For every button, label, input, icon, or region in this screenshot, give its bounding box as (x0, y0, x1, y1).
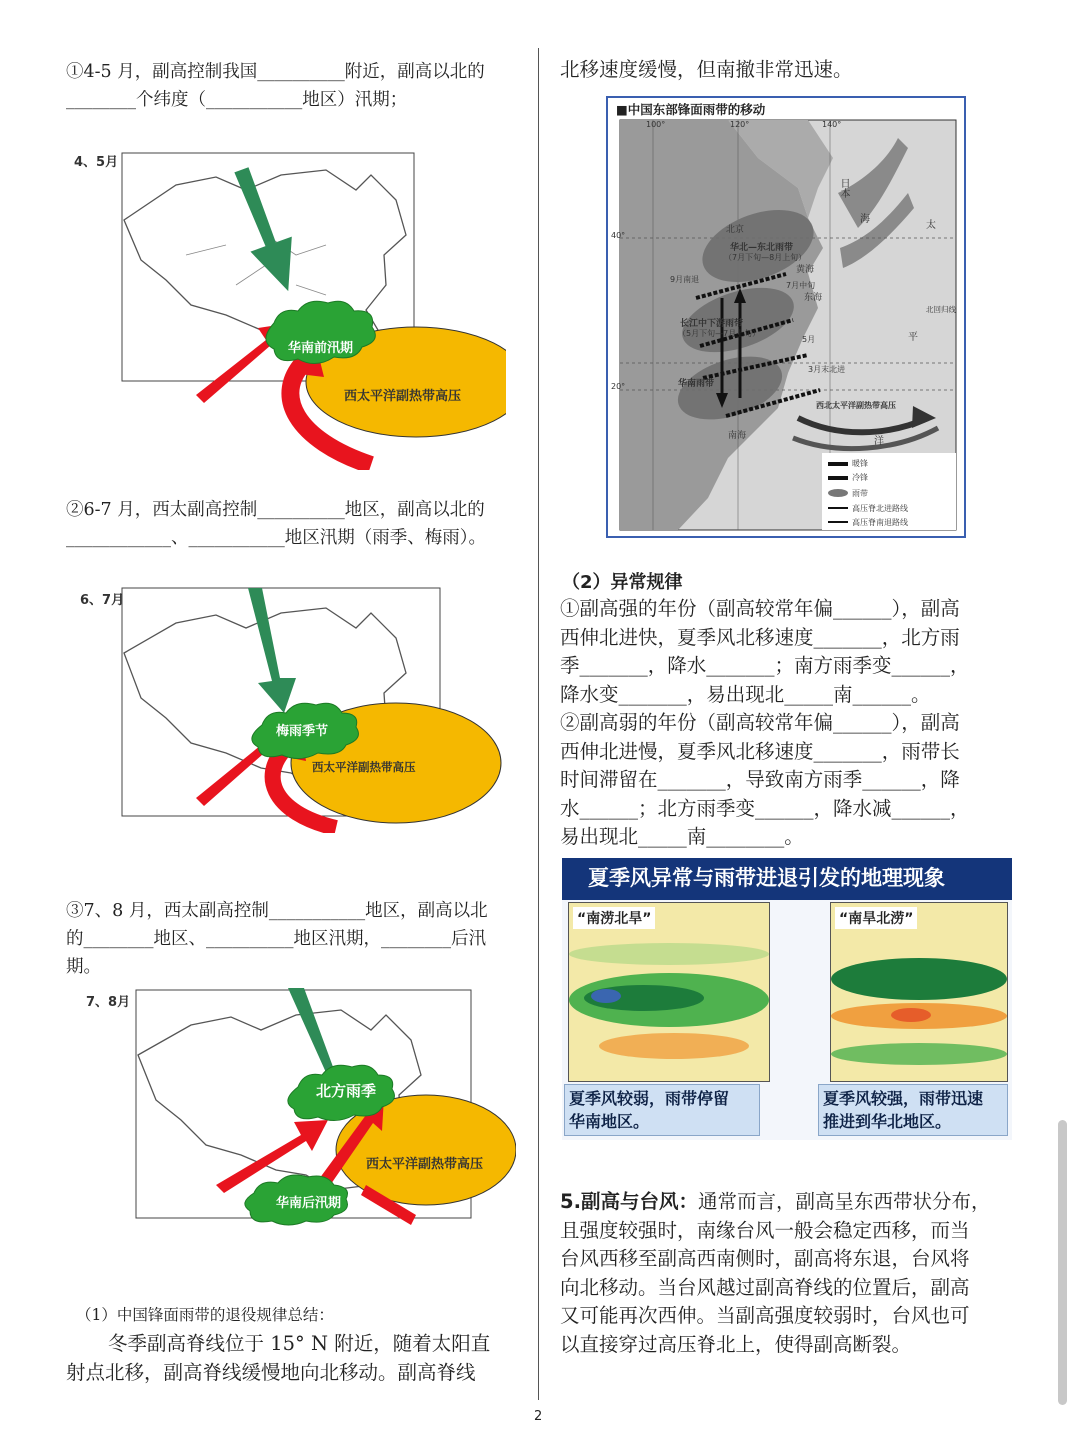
abnormal-line-1: ①副高强的年份（副高较常年偏______），副高 (560, 597, 960, 620)
q1-line1: ①4-5 月，副高控制我国__________附近，副高以北的 (66, 62, 485, 82)
q2-line2: ____________、___________地区汛期（雨季、梅雨）。 (66, 528, 486, 548)
left-caption-line2: 华南地区。 (569, 1112, 650, 1131)
north-flood-tag: “南旱北涝” (835, 907, 917, 929)
map1-high-label: 西太平洋副热带高压 (344, 389, 462, 404)
right-caption-box (818, 1084, 1008, 1136)
map3-corner-label: 7、8月 (86, 995, 131, 1010)
abnormal-line-7: 时间滞留在_______，导致南方雨季______，降 (560, 768, 960, 791)
map1-corner-label: 4、5月 (74, 155, 119, 170)
typhoon-line-3: 台风西移至副高西南侧时，副高将东退，台风将 (560, 1247, 970, 1270)
continuation-line: 北移速度缓慢，但南撤非常迅速。 (560, 58, 853, 81)
q3-line1: ③7、8 月，西太副高控制___________地区，副高以北 (66, 901, 488, 921)
lon-tick-100: 100° (646, 120, 666, 129)
label-yang: 洋 (874, 436, 884, 447)
map-jun-jul (66, 583, 506, 833)
phenomena-banner (562, 858, 1012, 900)
label-yangtze-band: 长江中下游雨带 (680, 319, 744, 329)
abnormal-line-4: 降水变_______，易出现北_____南______。 (560, 683, 931, 706)
typhoon-line-1 (560, 1188, 991, 1217)
label-south-sea: 南海 (728, 431, 747, 441)
typhoon-line-5: 又可能再次西伸。当副高强度较弱时，台风也可 (560, 1304, 970, 1327)
phenomena-banner-text: 夏季风异常与雨带进退引发的地理现象 (588, 866, 945, 890)
column-divider (538, 48, 539, 1400)
legend-ridge-south: 高压脊南退路线 (852, 518, 908, 527)
panel-south-flood (568, 902, 770, 1082)
abnormal-line-9: 易出现北_____南________。 (560, 825, 804, 848)
q3-line3: 期。 (66, 957, 101, 977)
front-rainband-map (606, 96, 966, 538)
typhoon-line-4: 向北移动。当台风越过副高脊线的位置后，副高 (560, 1276, 970, 1299)
lat-tick-20: 20° (611, 382, 626, 391)
label-yellow-sea: 黄海 (796, 265, 815, 275)
left-caption-box (564, 1084, 760, 1136)
label-jul-mid: 7月中旬 (786, 281, 816, 290)
legend-rain-band: 雨带 (852, 489, 868, 498)
q3-line2: 的________地区、__________地区汛期，________后汛 (66, 929, 486, 949)
abnormal-line-5: ②副高弱的年份（副高较常年偏______），副高 (560, 711, 960, 734)
label-may: 5月 (802, 335, 816, 344)
left-caption-line1: 夏季风较弱，雨带停留 (569, 1089, 730, 1108)
typhoon-heading: 5.副高与台风： (560, 1190, 698, 1213)
label-ping: 平 (908, 332, 918, 343)
page-number: 2 (534, 1409, 543, 1424)
label-mar-end: 3月末北进 (808, 365, 846, 374)
abnormal-line-3: 季_______，降水_______；南方雨季变______， (560, 654, 970, 677)
vertical-scrollbar[interactable] (1058, 1120, 1067, 1405)
lon-tick-120: 120° (730, 120, 750, 129)
map1-rain-label: 华南前汛期 (288, 341, 354, 356)
label-east-sea: 东海 (804, 293, 823, 303)
label-nw-high: 西北太平洋副热带高压 (816, 401, 896, 410)
lon-tick-140: 140° (822, 120, 842, 129)
summary-line2: 射点北移，副高脊线缓慢地向北移动。副高脊线 (66, 1361, 476, 1384)
q2-line1: ②6-7 月，西太副高控制__________地区，副高以北的 (66, 500, 485, 520)
panel-north-flood (830, 902, 1008, 1082)
abnormal-line-8: 水______；北方雨季变______，降水减______， (560, 797, 970, 820)
map2-high-label: 西太平洋副热带高压 (312, 760, 416, 774)
map-jul-aug (66, 985, 516, 1240)
map-apr-may (66, 145, 506, 470)
label-tropic: 北回归线 (926, 305, 956, 314)
summary-heading: （1）中国锋面雨带的退役规律总结： (76, 1306, 334, 1324)
summary-line1: 冬季副高脊线位于 15° N 附近，随着太阳直 (108, 1332, 491, 1355)
abnormal-line-2: 西伸北进快，夏季风北移速度_______，北方雨 (560, 626, 960, 649)
lat-tick-40: 40° (611, 231, 626, 240)
monsoon-phenomena-figure (562, 858, 1012, 1140)
typhoon-line-2: 且强度较强时，南缘台风一般会稳定西移，而当 (560, 1219, 970, 1242)
label-japan: 日本 (838, 178, 849, 198)
label-sep-retreat: 9月南退 (670, 275, 700, 284)
map3-rain-south-label: 华南后汛期 (276, 1196, 342, 1211)
abnormal-line-6: 西伸北进慢，夏季风北移速度_______，雨带长 (560, 740, 960, 763)
typhoon-line-6: 以直接穿过高压脊北上，使得副高断裂。 (560, 1333, 912, 1356)
legend-ridge-north: 高压脊北进路线 (852, 504, 908, 513)
label-beijing: 北京 (726, 225, 745, 235)
right-caption-line2: 推进到华北地区。 (823, 1112, 952, 1131)
map2-corner-label: 6、7月 (80, 593, 125, 608)
south-flood-tag: “南涝北旱” (573, 907, 655, 929)
typhoon-line1-text: 通常而言，副高呈东西带状分布， (697, 1190, 991, 1213)
legend-warm-front: 暖锋 (852, 459, 868, 468)
q1-line2: ________个纬度（___________地区）汛期； (66, 90, 408, 110)
label-north-band-time: （7月下旬—8月上旬） (724, 253, 807, 262)
label-yangtze-time: （5月下旬—7月上旬） (678, 329, 761, 338)
label-pacific: 太 (926, 220, 936, 231)
front-map-title: ■中国东部锋面雨带的移动 (616, 102, 766, 117)
right-caption-line1: 夏季风较强，雨带迅速 (823, 1089, 984, 1108)
abnormal-heading: （2）异常规律 (562, 572, 683, 593)
label-south-band: 华南雨带 (678, 379, 715, 389)
legend-cold-front: 冷锋 (852, 473, 868, 482)
label-sea: 海 (860, 214, 870, 225)
map3-rain-north-label: 北方雨季 (316, 1082, 377, 1100)
map2-rain-label: 梅雨季节 (276, 724, 329, 739)
map3-high-label: 西太平洋副热带高压 (366, 1157, 484, 1172)
label-north-band: 华北—东北雨带 (730, 243, 794, 253)
